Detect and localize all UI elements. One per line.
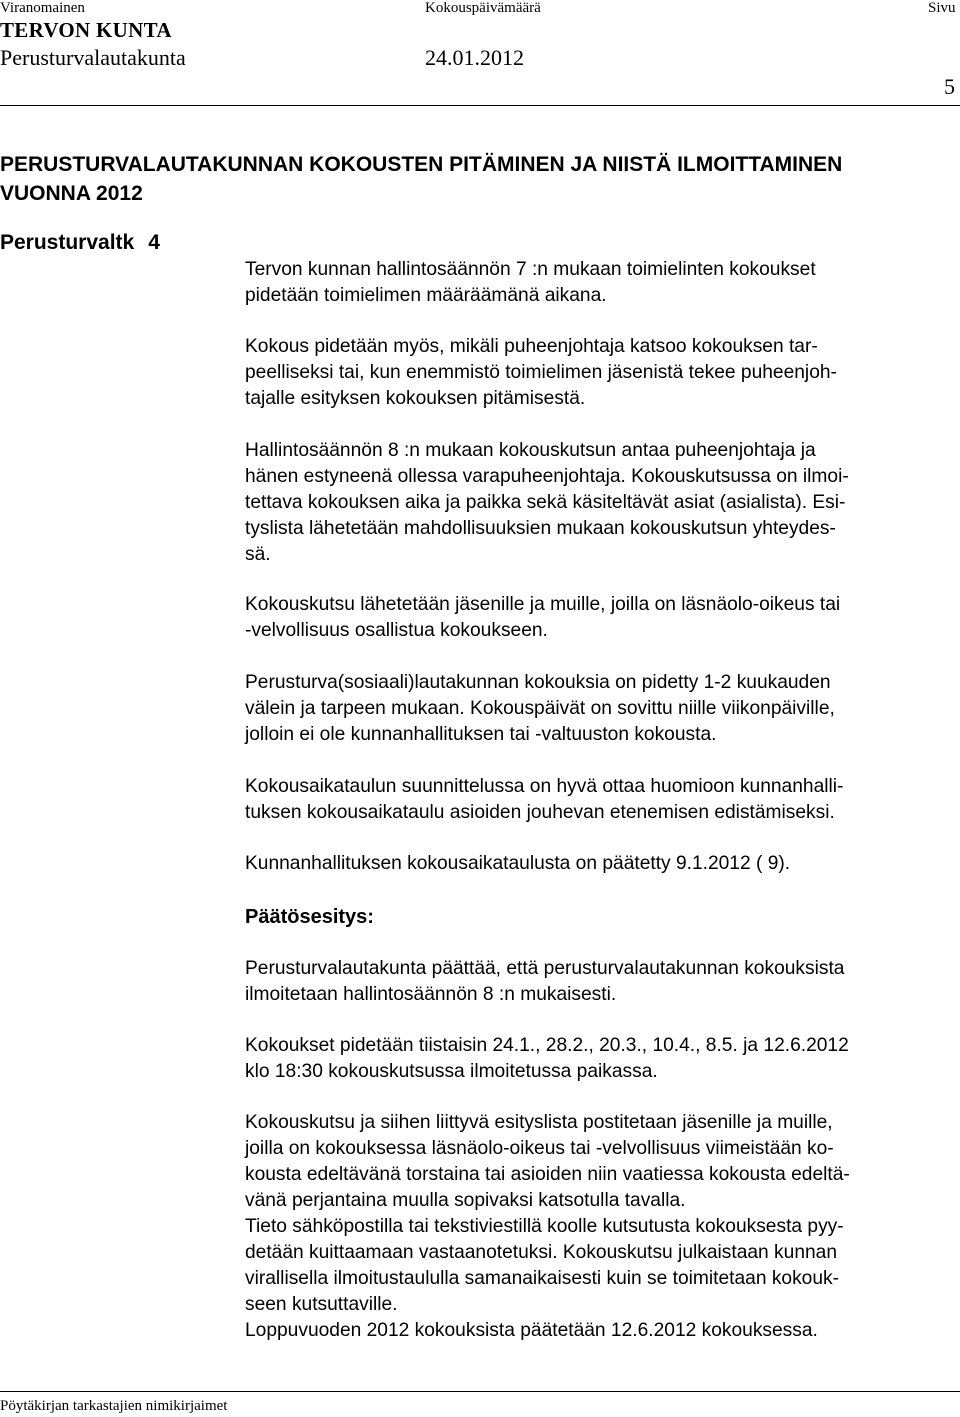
paragraph-line: Tervon kunnan hallintosäännön 7 :n mukaan toimielinten kokoukset	[245, 259, 816, 280]
paragraph-line: Kokouskutsu lähetetään jäsenille ja muille, joilla on läsnäolo-oikeus tai	[245, 594, 841, 615]
title-line: PERUSTURVALAUTAKUNNAN KOKOUSTEN PITÄMINEN JA NIISTÄ ILMOITTAMINEN	[0, 153, 843, 176]
paragraph-line: Kokoukset pidetään tiistaisin 24.1., 28.2., 20.3., 10.4., 8.5. ja 12.6.2012	[245, 1035, 849, 1056]
paragraph-line: hänen estyneenä ollessa varapuheenjohtaja. Kokouskutsussa on ilmoi-	[245, 466, 849, 487]
paragraph-line: tajalle esityksen kokouksen pitämisestä.	[245, 388, 586, 409]
header-page-label: Sivu	[928, 0, 956, 16]
page-number: 5	[944, 74, 955, 99]
meeting-date: 24.01.2012	[425, 45, 524, 70]
paragraph-line: Kokous pidetään myös, mikäli puheenjohtaja katsoo kokouksen tar-	[245, 336, 818, 357]
section-number: 4	[148, 231, 160, 254]
paragraph-line: Loppuvuoden 2012 kokouksista päätetään 12.6.2012 kokouksessa.	[245, 1320, 818, 1341]
proposal-paragraph	[245, 1110, 957, 1344]
title-line: VUONNA 2012	[0, 182, 143, 205]
paragraph-line: jolloin ei ole kunnanhallituksen tai -valtuuston kokousta.	[245, 724, 717, 745]
paragraph-line: Tieto sähköpostilla tai tekstiviestillä koolle kutsutusta kokouksesta pyy-	[245, 1216, 844, 1237]
paragraph	[245, 334, 957, 412]
paragraph-line: tettava kokouksen aika ja paikka sekä käsiteltävät asiat (asialista). Esi-	[245, 492, 846, 513]
proposal-paragraph	[245, 956, 957, 1008]
paragraph	[245, 257, 957, 309]
paragraph-line: pidetään toimielimen määräämänä aikana.	[245, 285, 607, 306]
proposal-heading: Päätösesitys:	[245, 906, 374, 928]
paragraph-line: joilla on kokouksessa läsnäolo-oikeus tai -velvollisuus viimeistään ko-	[245, 1138, 834, 1159]
paragraph-line: tuksen kokousaikataulu asioiden jouhevan etenemisen edistämiseksi.	[245, 802, 835, 823]
paragraph	[245, 438, 957, 568]
paragraph-line: välein ja tarpeen mukaan. Kokouspäivät on sovittu niille viikonpäiville,	[245, 698, 835, 719]
section-reference	[0, 231, 160, 255]
header-date-label: Kokouspäivämäärä	[425, 0, 541, 16]
paragraph-line: tyslista lähetetään mahdollisuuksien mukaan kokouskutsun yhteydes-	[245, 518, 836, 539]
page-title	[0, 150, 950, 208]
paragraph-line: Hallintosäännön 8 :n mukaan kokouskutsun antaa puheenjohtaja ja	[245, 440, 816, 461]
paragraph-line: Kokousaikataulun suunnittelussa on hyvä ottaa huomioon kunnanhalli-	[245, 776, 844, 797]
paragraph	[245, 774, 957, 826]
paragraph-line: klo 18:30 kokouskutsussa ilmoitetussa paikassa.	[245, 1061, 658, 1082]
proposal-paragraph	[245, 1033, 957, 1085]
paragraph-line: virallisella ilmoitustaululla samanaikaisesti kuin se toimitetaan kokouk-	[245, 1268, 840, 1289]
paragraph-line: kousta edeltävänä torstaina tai asioiden niin vaatiessa kokousta edeltä-	[245, 1164, 850, 1185]
paragraph-line: ilmoitetaan hallintosäännön 8 :n mukaisesti.	[245, 984, 617, 1005]
paragraph-line: Perusturva(sosiaali)lautakunnan kokouksia on pidetty 1-2 kuukauden	[245, 672, 831, 693]
paragraph	[245, 851, 957, 877]
paragraph-line: peelliseksi tai, kun enemmistö toimielimen jäsenistä tekee puheenjoh-	[245, 362, 837, 383]
paragraph-line: sä.	[245, 544, 271, 565]
section-label: Perusturvaltk	[0, 231, 135, 254]
header-authority-label: Viranomainen	[0, 0, 85, 16]
paragraph-line: -velvollisuus osallistua kokoukseen.	[245, 620, 548, 641]
authority-name: Perusturvalautakunta	[0, 45, 186, 70]
paragraph-line: Perusturvalautakunta päättää, että perusturvalautakunnan kokouksista	[245, 958, 845, 979]
header-divider	[0, 105, 960, 106]
paragraph	[245, 670, 957, 748]
paragraph-line: detään kuittaamaan vastaanotetuksi. Kokouskutsu julkaistaan kunnan	[245, 1242, 838, 1263]
footer-signature-label: Pöytäkirjan tarkastajien nimikirjaimet	[0, 1398, 228, 1414]
paragraph-line: seen kutsuttaville.	[245, 1294, 398, 1315]
paragraph	[245, 592, 957, 644]
paragraph-line: Kunnanhallituksen kokousaikataulusta on päätetty 9.1.2012 ( 9).	[245, 853, 791, 874]
paragraph-line: vänä perjantaina muulla sopivaksi katsotulla tavalla.	[245, 1190, 686, 1211]
organization-name: TERVON KUNTA	[0, 18, 172, 42]
footer-divider	[0, 1391, 960, 1392]
paragraph-line: Kokouskutsu ja siihen liittyvä esityslista postitetaan jäsenille ja muille,	[245, 1112, 833, 1133]
